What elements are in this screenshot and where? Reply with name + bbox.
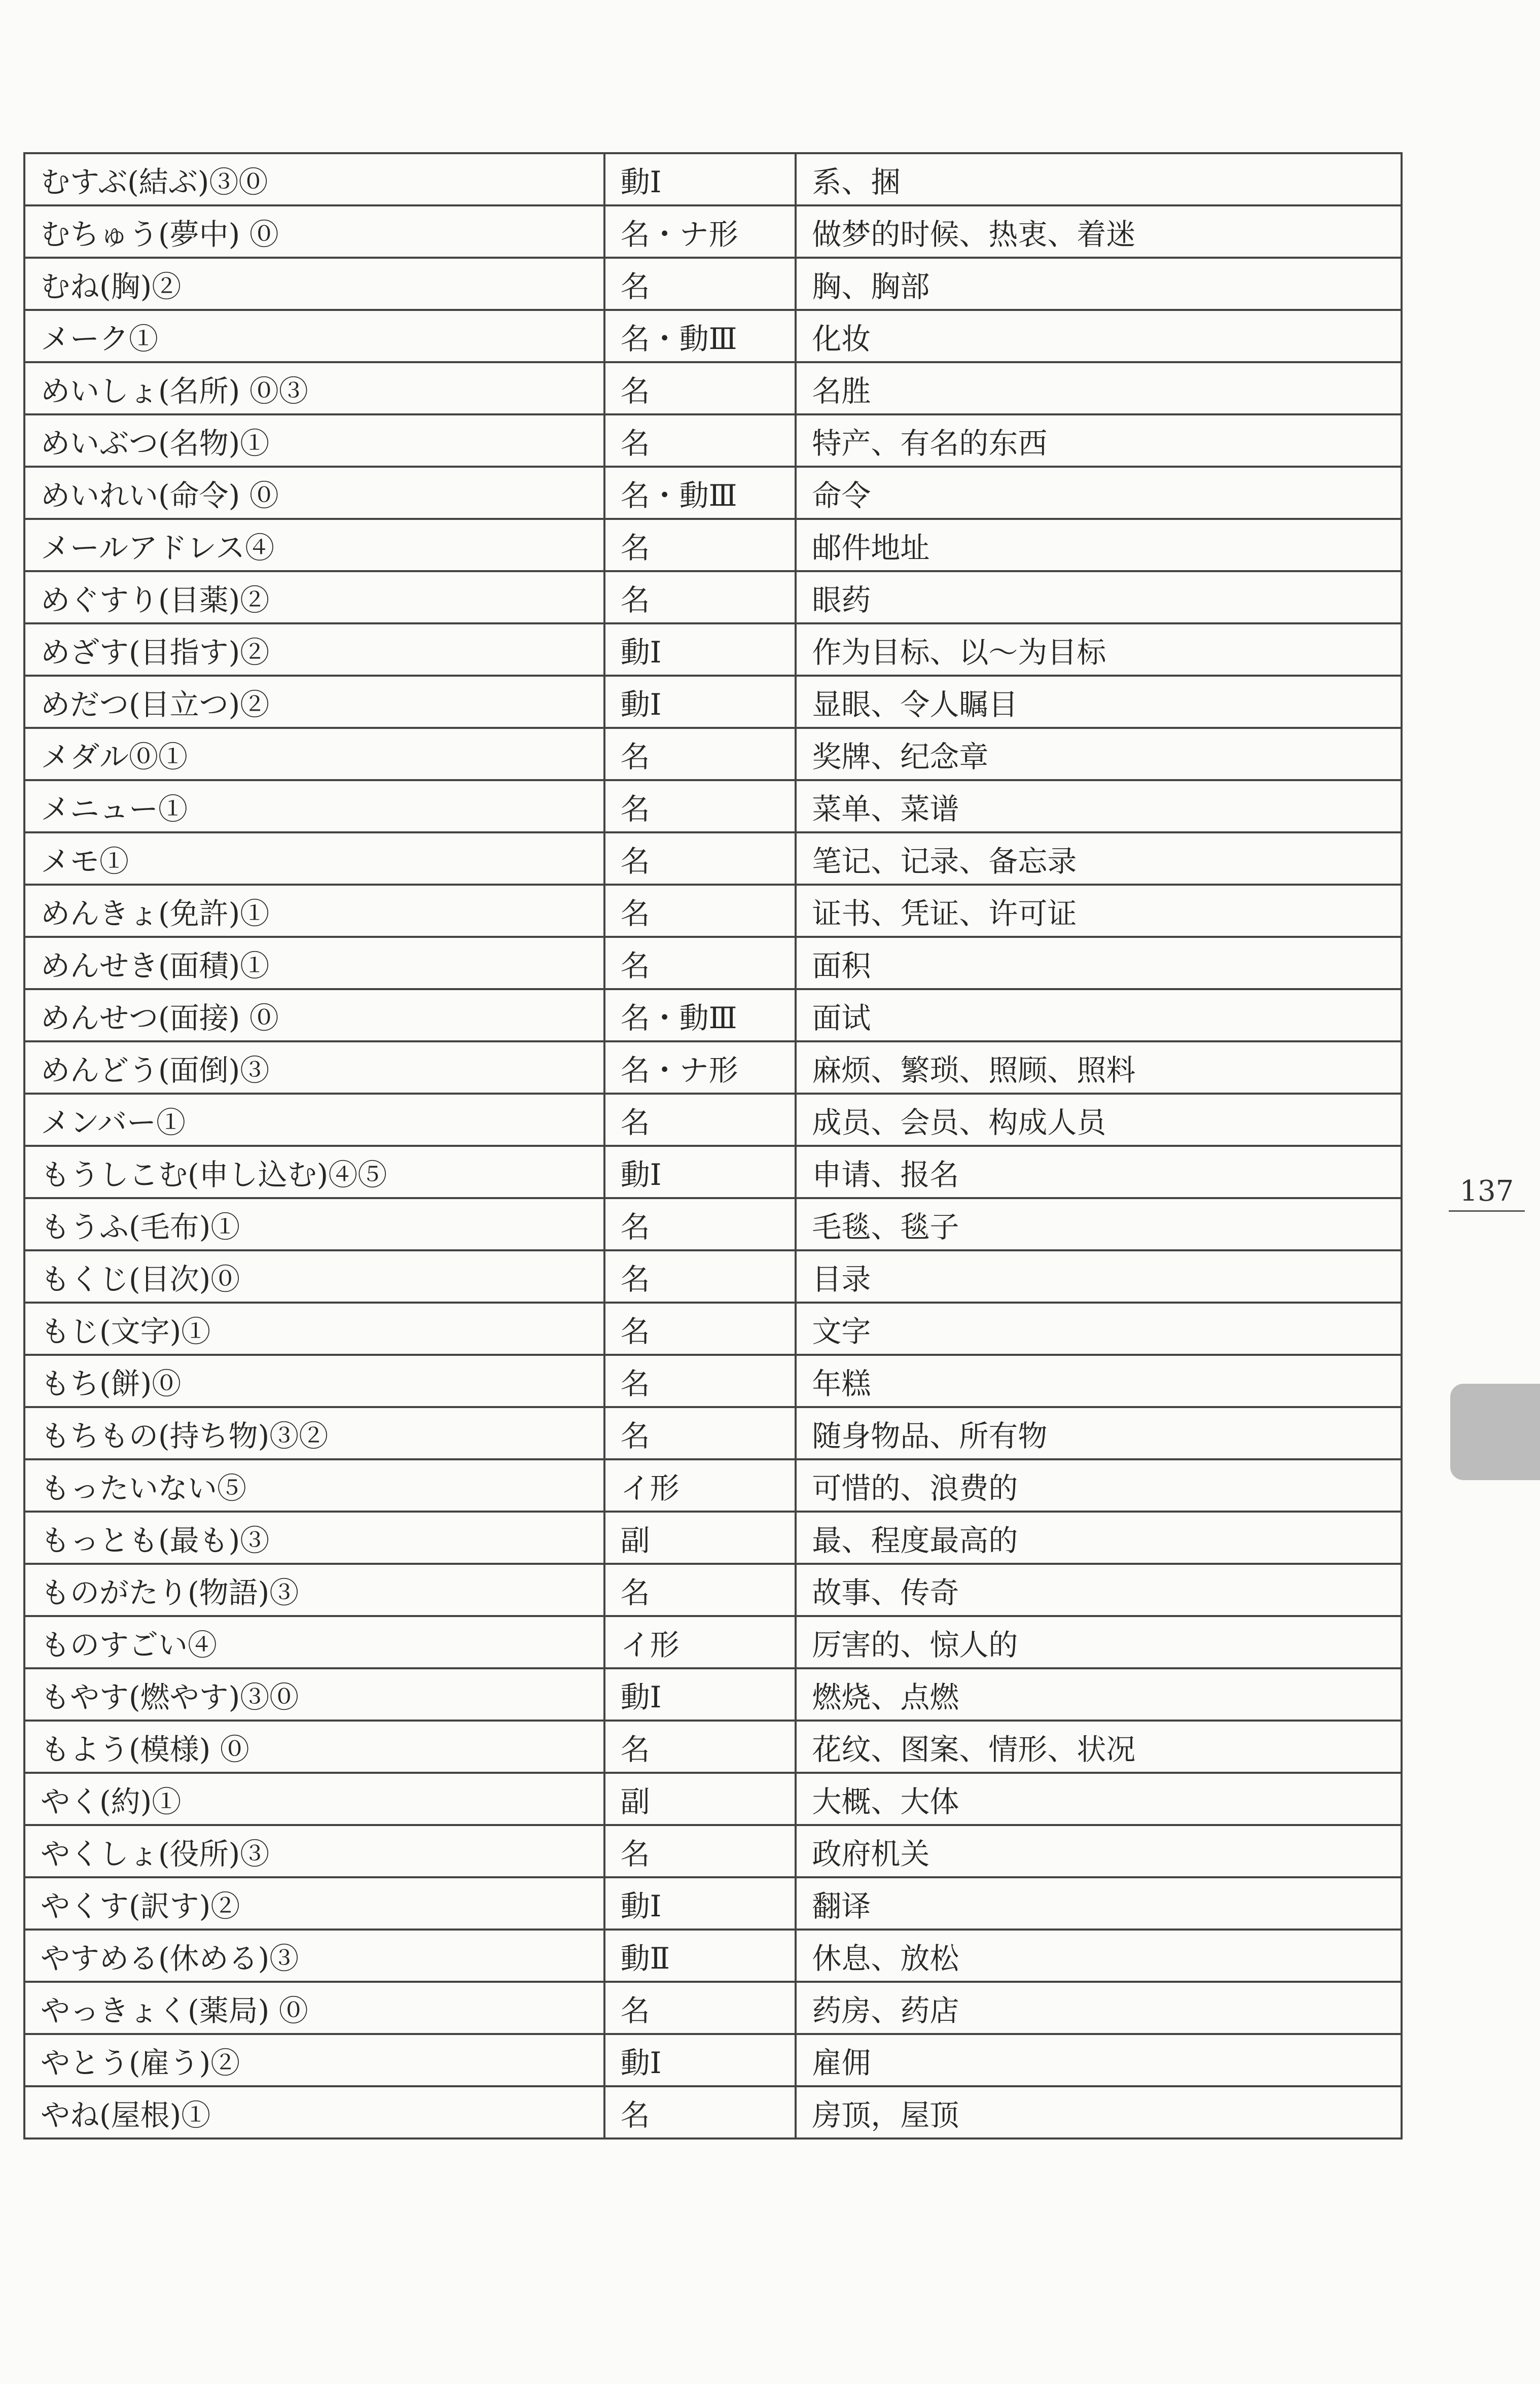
section-side-tab [1450, 1384, 1540, 1480]
table-row [24, 258, 1402, 310]
table-row [24, 1250, 1402, 1303]
table-row [24, 1198, 1402, 1250]
table-row [24, 571, 1402, 623]
meaning-cell: 做梦的时候、热衷、着迷 [796, 205, 1402, 258]
meaning-cell: 特产、有名的东西 [796, 414, 1402, 467]
meaning-cell: 随身物品、所有物 [796, 1407, 1402, 1459]
table-row [24, 414, 1402, 467]
word-cell: やくしょ(役所)③ [24, 1825, 604, 1877]
word-cell: めんせつ(面接) ⓪ [24, 989, 604, 1041]
part-of-speech-cell: 名 [604, 832, 796, 885]
word-cell: もやす(燃やす)③⓪ [24, 1668, 604, 1721]
meaning-cell: 故事、传奇 [796, 1564, 1402, 1616]
word-cell: やく(約)① [24, 1773, 604, 1825]
part-of-speech-cell: 名・ナ形 [604, 1041, 796, 1094]
meaning-cell: 笔记、记录、备忘录 [796, 832, 1402, 885]
meaning-cell: 可惜的、浪费的 [796, 1459, 1402, 1512]
table-row [24, 467, 1402, 519]
table-row [24, 1668, 1402, 1721]
table-row [24, 832, 1402, 885]
word-cell: メニュー① [24, 780, 604, 832]
table-row [24, 1825, 1402, 1877]
word-cell: ものすごい④ [24, 1616, 604, 1668]
part-of-speech-cell: 名 [604, 258, 796, 310]
word-cell: めいぶつ(名物)① [24, 414, 604, 467]
meaning-cell: 显眼、令人瞩目 [796, 676, 1402, 728]
meaning-cell: 房顶，屋顶 [796, 2086, 1402, 2138]
word-cell: やとう(雇う)② [24, 2034, 604, 2086]
part-of-speech-cell: 名 [604, 362, 796, 414]
part-of-speech-cell: 名 [604, 2086, 796, 2138]
meaning-cell: 花纹、图案、情形、状况 [796, 1721, 1402, 1773]
meaning-cell: 最、程度最高的 [796, 1512, 1402, 1564]
part-of-speech-cell: 動Ⅰ [604, 623, 796, 676]
word-cell: めざす(目指す)② [24, 623, 604, 676]
meaning-cell: 休息、放松 [796, 1930, 1402, 1982]
part-of-speech-cell: 名 [604, 1303, 796, 1355]
word-cell: もったいない⑤ [24, 1459, 604, 1512]
part-of-speech-cell: 動Ⅰ [604, 676, 796, 728]
part-of-speech-cell: 名・ナ形 [604, 205, 796, 258]
table-row [24, 1721, 1402, 1773]
meaning-cell: 申请、报名 [796, 1146, 1402, 1198]
table-row [24, 937, 1402, 989]
part-of-speech-cell: 名 [604, 571, 796, 623]
meaning-cell: 面试 [796, 989, 1402, 1041]
meaning-cell: 大概、大体 [796, 1773, 1402, 1825]
word-cell: やね(屋根)① [24, 2086, 604, 2138]
meaning-cell: 翻译 [796, 1877, 1402, 1930]
meaning-cell: 胸、胸部 [796, 258, 1402, 310]
part-of-speech-cell: 名 [604, 1355, 796, 1407]
part-of-speech-cell: 動Ⅰ [604, 153, 796, 205]
meaning-cell: 雇佣 [796, 2034, 1402, 2086]
part-of-speech-cell: 動Ⅰ [604, 1668, 796, 1721]
table-row [24, 676, 1402, 728]
meaning-cell: 作为目标、以～为目标 [796, 623, 1402, 676]
part-of-speech-cell: イ形 [604, 1459, 796, 1512]
meaning-cell: 证书、凭证、许可证 [796, 885, 1402, 937]
part-of-speech-cell: 名・動Ⅲ [604, 310, 796, 362]
part-of-speech-cell: 動Ⅰ [604, 1146, 796, 1198]
table-row [24, 1041, 1402, 1094]
table-row [24, 1512, 1402, 1564]
part-of-speech-cell: イ形 [604, 1616, 796, 1668]
part-of-speech-cell: 名 [604, 1564, 796, 1616]
table-row [24, 2086, 1402, 2138]
table-row [24, 780, 1402, 832]
word-cell: もよう(模様) ⓪ [24, 1721, 604, 1773]
word-cell: やくす(訳す)② [24, 1877, 604, 1930]
table-row [24, 362, 1402, 414]
table-row [24, 1616, 1402, 1668]
meaning-cell: 毛毯、毯子 [796, 1198, 1402, 1250]
meaning-cell: 名胜 [796, 362, 1402, 414]
table-row [24, 153, 1402, 205]
word-cell: めいしょ(名所) ⓪③ [24, 362, 604, 414]
table-row [24, 1146, 1402, 1198]
table-row [24, 310, 1402, 362]
meaning-cell: 目录 [796, 1250, 1402, 1303]
part-of-speech-cell: 名 [604, 414, 796, 467]
word-cell: もち(餅)⓪ [24, 1355, 604, 1407]
part-of-speech-cell: 名 [604, 1198, 796, 1250]
part-of-speech-cell: 動Ⅰ [604, 1877, 796, 1930]
table-row [24, 519, 1402, 571]
meaning-cell: 命令 [796, 467, 1402, 519]
table-row [24, 623, 1402, 676]
table-row [24, 989, 1402, 1041]
table-row [24, 1773, 1402, 1825]
page-number: 137 [1459, 1175, 1514, 1208]
part-of-speech-cell: 名 [604, 1250, 796, 1303]
word-cell: めんきょ(免許)① [24, 885, 604, 937]
word-cell: ものがたり(物語)③ [24, 1564, 604, 1616]
meaning-cell: 麻烦、繁琐、照顾、照料 [796, 1041, 1402, 1094]
meaning-cell: 文字 [796, 1303, 1402, 1355]
word-cell: もくじ(目次)⓪ [24, 1250, 604, 1303]
meaning-cell: 成员、会员、构成人员 [796, 1094, 1402, 1146]
vocabulary-table [23, 152, 1403, 2140]
table-row [24, 1877, 1402, 1930]
table-row [24, 205, 1402, 258]
part-of-speech-cell: 名 [604, 728, 796, 780]
part-of-speech-cell: 副 [604, 1512, 796, 1564]
part-of-speech-cell: 名 [604, 1982, 796, 2034]
part-of-speech-cell: 名 [604, 1094, 796, 1146]
word-cell: もっとも(最も)③ [24, 1512, 604, 1564]
part-of-speech-cell: 名 [604, 519, 796, 571]
word-cell: むちゅう(夢中) ⓪ [24, 205, 604, 258]
word-cell: むね(胸)② [24, 258, 604, 310]
table-row [24, 1459, 1402, 1512]
meaning-cell: 燃烧、点燃 [796, 1668, 1402, 1721]
part-of-speech-cell: 副 [604, 1773, 796, 1825]
word-cell: もじ(文字)① [24, 1303, 604, 1355]
word-cell: メンバー① [24, 1094, 604, 1146]
meaning-cell: 年糕 [796, 1355, 1402, 1407]
table-row [24, 1094, 1402, 1146]
part-of-speech-cell: 名・動Ⅲ [604, 989, 796, 1041]
meaning-cell: 邮件地址 [796, 519, 1402, 571]
part-of-speech-cell: 動Ⅰ [604, 2034, 796, 2086]
table-row [24, 1930, 1402, 1982]
word-cell: やすめる(休める)③ [24, 1930, 604, 1982]
part-of-speech-cell: 名 [604, 1407, 796, 1459]
word-cell: もうしこむ(申し込む)④⑤ [24, 1146, 604, 1198]
table-row [24, 1407, 1402, 1459]
table-row [24, 885, 1402, 937]
word-cell: メーク① [24, 310, 604, 362]
word-cell: めんせき(面積)① [24, 937, 604, 989]
meaning-cell: 政府机关 [796, 1825, 1402, 1877]
table-row [24, 1564, 1402, 1616]
part-of-speech-cell: 名・動Ⅲ [604, 467, 796, 519]
word-cell: メールアドレス④ [24, 519, 604, 571]
word-cell: もうふ(毛布)① [24, 1198, 604, 1250]
table-row [24, 1303, 1402, 1355]
meaning-cell: 眼药 [796, 571, 1402, 623]
meaning-cell: 面积 [796, 937, 1402, 989]
word-cell: メモ① [24, 832, 604, 885]
part-of-speech-cell: 名 [604, 885, 796, 937]
meaning-cell: 系、捆 [796, 153, 1402, 205]
word-cell: めぐすり(目薬)② [24, 571, 604, 623]
word-cell: やっきょく(薬局) ⓪ [24, 1982, 604, 2034]
word-cell: メダル⓪① [24, 728, 604, 780]
meaning-cell: 奖牌、纪念章 [796, 728, 1402, 780]
table-row [24, 1355, 1402, 1407]
word-cell: めだつ(目立つ)② [24, 676, 604, 728]
table-row [24, 2034, 1402, 2086]
meaning-cell: 药房、药店 [796, 1982, 1402, 2034]
meaning-cell: 化妆 [796, 310, 1402, 362]
table-row [24, 728, 1402, 780]
word-cell: めんどう(面倒)③ [24, 1041, 604, 1094]
part-of-speech-cell: 名 [604, 937, 796, 989]
meaning-cell: 厉害的、惊人的 [796, 1616, 1402, 1668]
part-of-speech-cell: 動Ⅱ [604, 1930, 796, 1982]
part-of-speech-cell: 名 [604, 1825, 796, 1877]
page-number-rule [1449, 1210, 1525, 1212]
word-cell: もちもの(持ち物)③② [24, 1407, 604, 1459]
word-cell: むすぶ(結ぶ)③⓪ [24, 153, 604, 205]
table-row [24, 1982, 1402, 2034]
meaning-cell: 菜单、菜谱 [796, 780, 1402, 832]
vocabulary-table-body [24, 153, 1402, 2138]
part-of-speech-cell: 名 [604, 1721, 796, 1773]
part-of-speech-cell: 名 [604, 780, 796, 832]
word-cell: めいれい(命令) ⓪ [24, 467, 604, 519]
